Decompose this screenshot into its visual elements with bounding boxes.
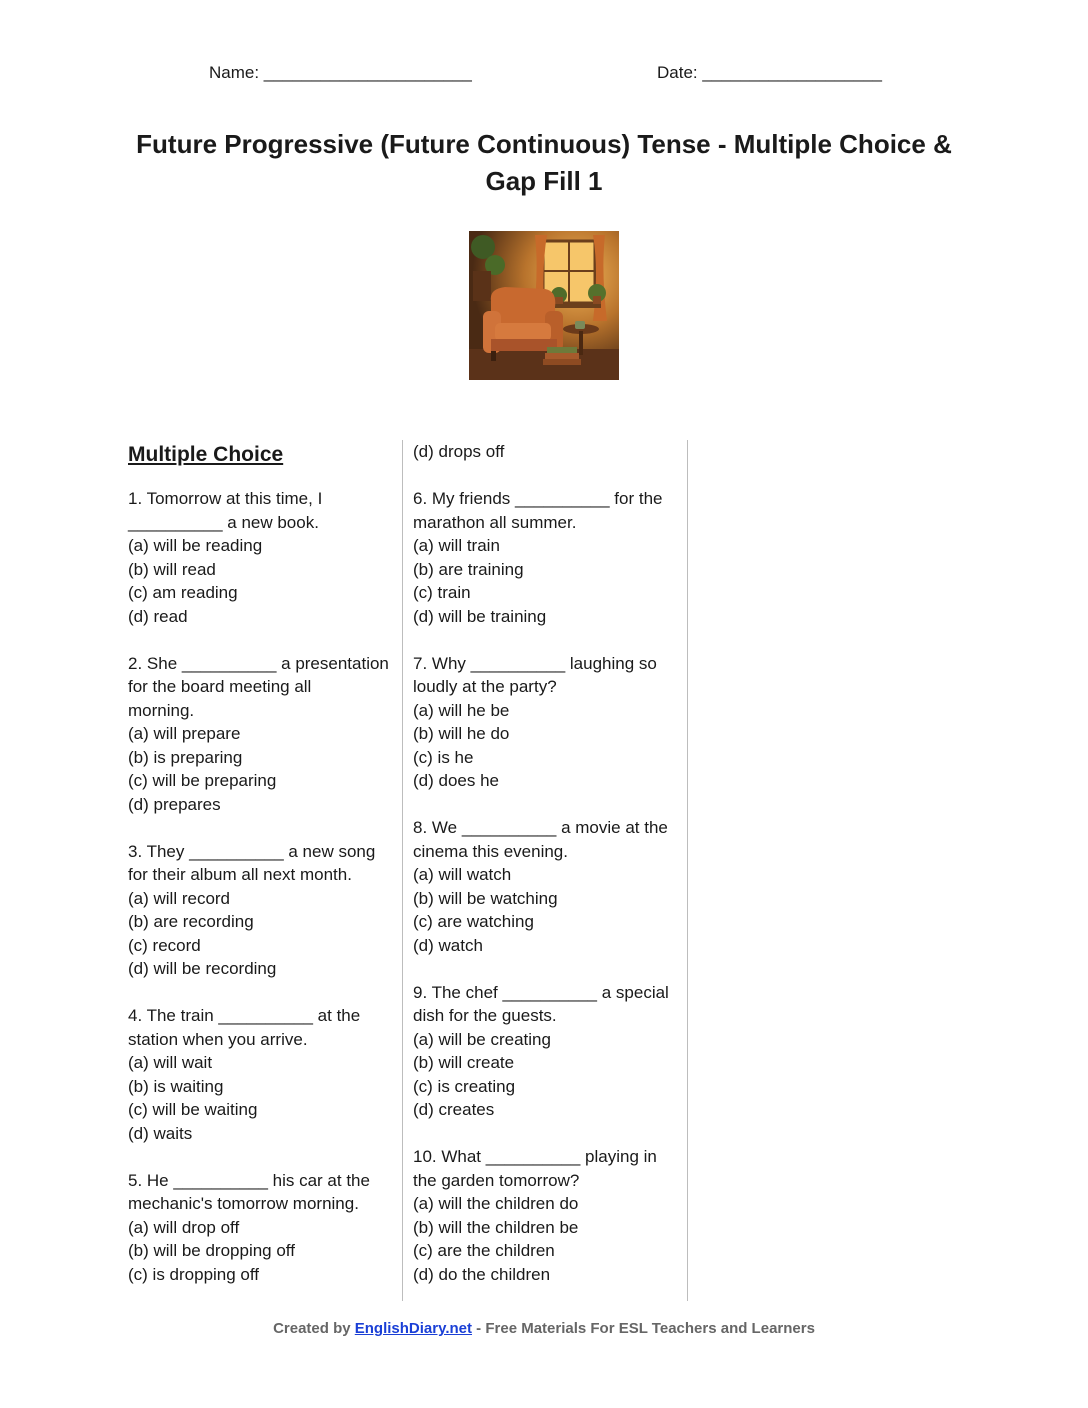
answer-option: (c) is dropping off — [128, 1264, 260, 1284]
answer-option: (c) are the children — [413, 1241, 555, 1260]
question-text: marathon all summer. — [413, 512, 577, 532]
question-text: 7. Why __________ laughing so — [413, 653, 657, 673]
answer-option: (c) is he — [413, 747, 474, 767]
answer-option: (c) will be waiting — [128, 1100, 258, 1119]
answer-option: (b) is waiting — [128, 1076, 224, 1096]
answer-option: (b) will he do — [413, 724, 510, 743]
question-text: __________ a new book. — [128, 512, 319, 532]
question-text: 8. We __________ a movie at the — [413, 818, 668, 837]
answer-option: (d) prepares — [128, 794, 221, 814]
reading-corner-illustration — [469, 231, 619, 380]
column-left — [128, 440, 393, 1286]
question-text: station when you arrive. — [128, 1029, 308, 1049]
answer-option: (c) record — [128, 935, 201, 955]
question-6 — [413, 487, 678, 628]
answer-option: (a) will wait — [128, 1053, 213, 1072]
section-heading: Multiple Choice — [128, 443, 284, 466]
name-field: Name: ______________________ — [209, 63, 472, 82]
answer-option: (c) is creating — [413, 1076, 516, 1096]
answer-option: (c) will be preparing — [128, 771, 277, 790]
question-10 — [413, 1145, 678, 1286]
question-text: dish for the guests. — [413, 1006, 557, 1025]
page-title-line-2: Gap Fill 1 — [485, 166, 603, 196]
answer-option: (d) drops off — [413, 442, 505, 461]
question-text: morning. — [128, 700, 195, 720]
question-text: the garden tomorrow? — [413, 1170, 580, 1190]
footer-prefix: Created by — [273, 1320, 355, 1337]
answer-option: (a) will drop off — [128, 1217, 240, 1237]
answer-option: (a) will record — [128, 888, 231, 908]
question-text: mechanic's tomorrow morning. — [128, 1194, 359, 1213]
answer-option: (c) train — [413, 583, 471, 602]
answer-option: (b) will be watching — [413, 888, 558, 908]
answer-option: (d) does he — [413, 771, 499, 790]
question-7 — [413, 652, 678, 793]
column-divider — [402, 440, 403, 1301]
question-1 — [128, 487, 393, 628]
answer-option: (a) will the children do — [413, 1194, 579, 1213]
page-title — [100, 126, 988, 200]
question-8 — [413, 816, 678, 957]
question-text: 2. She __________ a presentation — [128, 653, 389, 673]
question-text: for the board meeting all — [128, 677, 312, 696]
footer-suffix: - Free Materials For ESL Teachers and Learners — [472, 1320, 815, 1337]
answer-option: (d) creates — [413, 1100, 495, 1119]
answer-option: (d) will be training — [413, 606, 547, 626]
answer-option: (b) are recording — [128, 912, 254, 931]
question-text: for their album all next month. — [128, 865, 352, 884]
answer-option: (a) will prepare — [128, 724, 241, 743]
answer-option: (a) will watch — [413, 865, 512, 884]
question-4 — [128, 1004, 393, 1145]
answer-option: (a) will be creating — [413, 1029, 551, 1049]
footer-credit — [0, 1320, 1088, 1337]
question-text: 5. He __________ his car at the — [128, 1170, 370, 1190]
answer-option: (d) will be recording — [128, 959, 277, 978]
question-text: 3. They __________ a new song — [128, 841, 376, 861]
answer-option: (c) am reading — [128, 583, 238, 602]
answer-option: (a) will be reading — [128, 536, 263, 555]
page-title-line-1: Future Progressive (Future Continuous) Tense - Multiple Choice & — [136, 129, 952, 159]
answer-option: (a) will he be — [413, 700, 510, 720]
question-text: 10. What __________ playing in — [413, 1147, 657, 1166]
question-text: cinema this evening. — [413, 841, 568, 861]
question-text: 4. The train __________ at the — [128, 1006, 361, 1025]
englishdiary-link[interactable]: EnglishDiary.net — [354, 1320, 473, 1337]
answer-option: (b) will read — [128, 559, 216, 579]
answer-option: (b) will create — [413, 1053, 515, 1072]
answer-option: (a) will train — [413, 536, 500, 555]
question-text: 9. The chef __________ a special — [413, 982, 669, 1002]
column-middle — [413, 440, 678, 1286]
answer-option: (d) read — [128, 606, 188, 626]
answer-option: (d) waits — [128, 1123, 193, 1143]
question-5 — [128, 1169, 393, 1287]
answer-option: (b) will the children be — [413, 1217, 579, 1237]
answer-option: (b) are training — [413, 559, 524, 579]
question-2 — [128, 652, 393, 817]
question-text: 1. Tomorrow at this time, I — [128, 489, 323, 508]
question-9 — [413, 981, 678, 1122]
answer-option: (c) are watching — [413, 912, 534, 931]
answer-option: (b) will be dropping off — [128, 1241, 295, 1260]
date-field: Date: ___________________ — [657, 63, 882, 82]
column-divider — [687, 440, 688, 1301]
answer-option: (b) is preparing — [128, 747, 243, 767]
question-text: 6. My friends __________ for the — [413, 489, 663, 508]
question-3 — [128, 840, 393, 981]
answer-option: (d) do the children — [413, 1264, 551, 1284]
answer-option: (d) watch — [413, 935, 483, 955]
question-text: loudly at the party? — [413, 677, 557, 696]
